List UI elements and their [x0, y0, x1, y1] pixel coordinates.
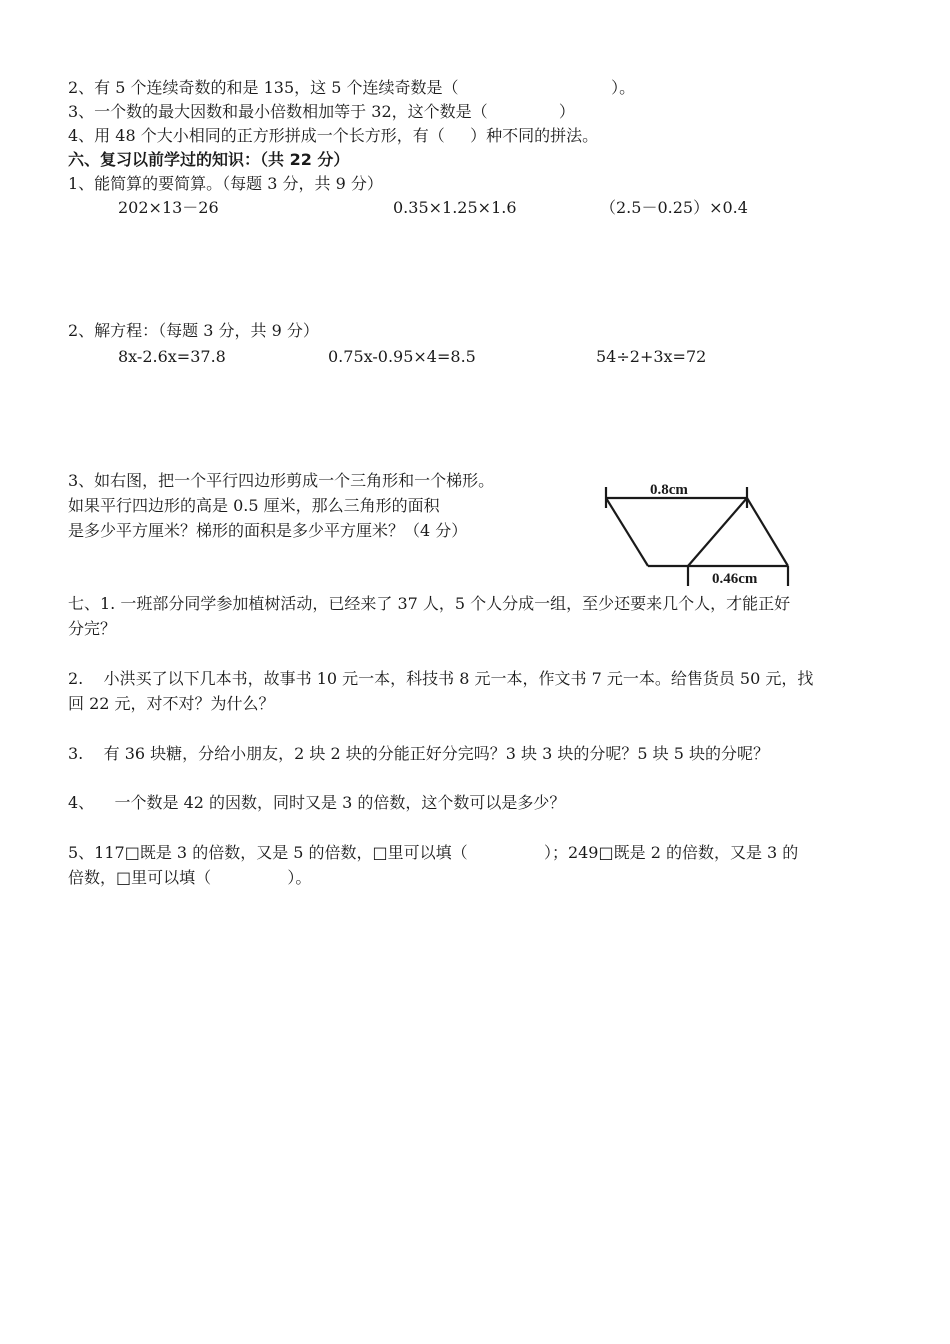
section-7-q2-line-2: 回 22 元，对不对？为什么？ — [68, 694, 275, 713]
question-4-rectangle-arrangements: 4、用 48 个大小相同的正方形拼成一个长方形，有（ ）种不同的拼法。 — [68, 126, 599, 145]
question-3-factor-multiple: 3、一个数的最大因数和最小倍数相加等于 32，这个数是（ ） — [68, 102, 575, 121]
sub1-problem-1: 202×13－26 — [118, 198, 219, 217]
section-7-q1-line-1: 七、1. 一班部分同学参加植树活动，已经来了 37 人，5 个人分成一组，至少还要来几个人，才能正好 — [68, 594, 791, 613]
section-7-q1-line-2: 分完？ — [68, 619, 117, 638]
parallelogram-figure — [590, 470, 810, 590]
cut-line — [688, 498, 747, 566]
parallelogram-left-edge — [606, 498, 648, 566]
section-7-q5-line-1: 5、117□既是 3 的倍数，又是 5 的倍数，□里可以填（ ）；249□既是 2 的倍数，又是 3 的 — [68, 843, 799, 862]
section-7-q3: 3. 有 36 块糖，分给小朋友，2 块 2 块的分能正好分完吗？3 块 3 块的分呢？5 块 5 块的分呢？ — [68, 744, 769, 763]
sub2-equation-3: 54÷2+3x=72 — [596, 347, 707, 366]
sub2-equation-2: 0.75x-0.95×4=8.5 — [328, 347, 476, 366]
sub1-title: 1、能简算的要简算。（每题 3 分，共 9 分） — [68, 174, 383, 193]
sub3-line-3: 是多少平方厘米？梯形的面积是多少平方厘米？（4 分） — [68, 521, 468, 540]
section-7-q4: 4、 一个数是 42 的因数，同时又是 3 的倍数，这个数可以是多少？ — [68, 793, 566, 812]
top-length-label: 0.8cm — [650, 482, 688, 498]
section-6-heading: 六、复习以前学过的知识：（共 22 分） — [68, 150, 350, 169]
question-2-consecutive-odd: 2、有 5 个连续奇数的和是 135，这 5 个连续奇数是（ ）。 — [68, 78, 636, 97]
section-7-q5-line-2: 倍数，□里可以填（ ）。 — [68, 868, 312, 887]
sub3-line-2: 如果平行四边形的高是 0.5 厘米，那么三角形的面积 — [68, 496, 440, 515]
sub1-problem-3: （2.5－0.25）×0.4 — [600, 198, 748, 217]
bottom-length-label: 0.46cm — [712, 571, 758, 587]
parallelogram-right-edge — [747, 498, 788, 566]
sub1-problem-2: 0.35×1.25×1.6 — [393, 198, 517, 217]
sub2-title: 2、解方程：（每题 3 分，共 9 分） — [68, 321, 319, 340]
sub2-equation-1: 8x-2.6x=37.8 — [118, 347, 226, 366]
section-7-q2-line-1: 2. 小洪买了以下几本书，故事书 10 元一本，科技书 8 元一本，作文书 7 元一本。给售货员 50 元，找 — [68, 669, 814, 688]
sub3-line-1: 3、如右图，把一个平行四边形剪成一个三角形和一个梯形。 — [68, 471, 495, 490]
